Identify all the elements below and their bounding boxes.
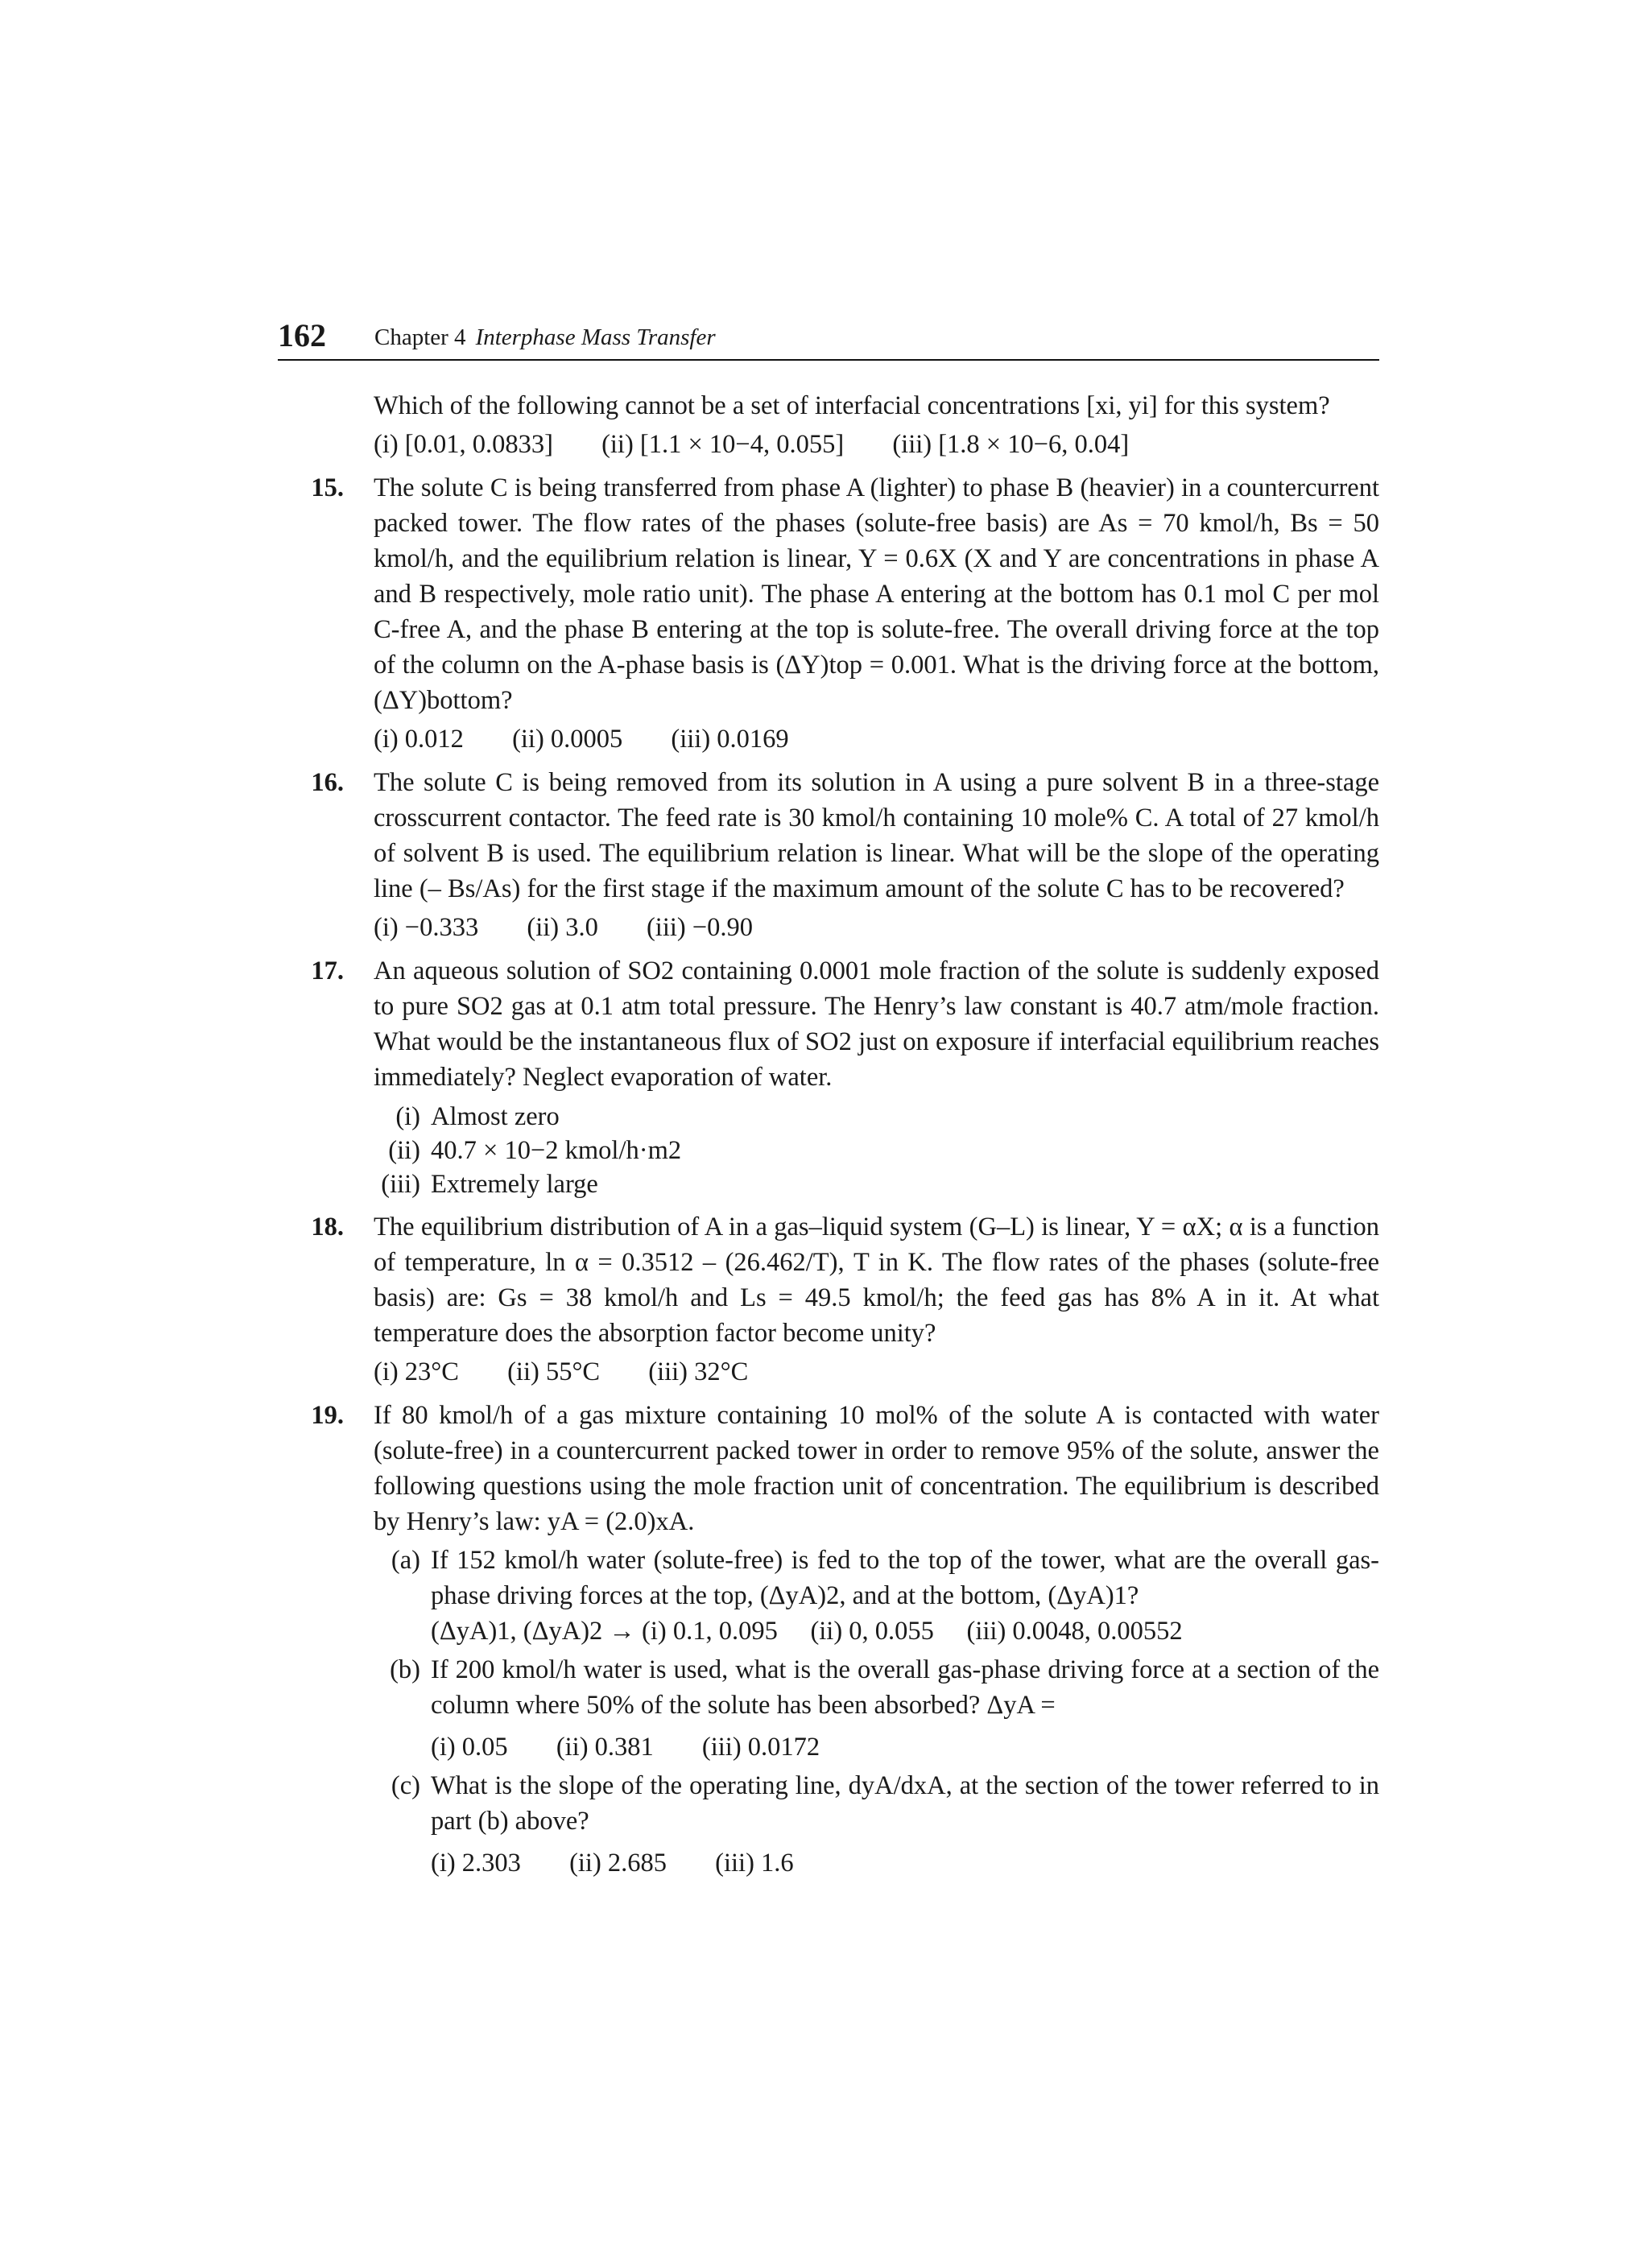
- option: (i) 23°C: [374, 1357, 459, 1386]
- chapter-label: [374, 323, 716, 352]
- answer-options: [431, 1729, 1379, 1765]
- question-text: If 80 kmol/h of a gas mixture containing 10 mol% of the solute A is contacted with water (solute-free) in a countercurrent packed tower in order to remove 95% of the solute, answer the following questions using the mole fraction unit of concentration. The equilibrium is described by Henry’s law: yA = (2.0)xA.: [374, 1401, 1379, 1536]
- question-number: 16.: [311, 768, 344, 797]
- page-number: 162: [278, 317, 326, 353]
- sub-question-b: [374, 1652, 1379, 1765]
- option-text: 40.7 × 10−2 kmol/h·m2: [431, 1136, 682, 1165]
- question-16: [278, 765, 1379, 945]
- option-label: (i): [395, 1102, 420, 1131]
- question-17: [278, 953, 1379, 1201]
- question-number: 15.: [311, 473, 344, 502]
- option-label: (ii): [388, 1136, 420, 1165]
- question-text: The equilibrium distribution of A in a gas–liquid system (G–L) is linear, Y = αX; α is a function of temperature, ln α = 0.3512 – (26.462/T), T in K. The flow rates of the phases (solute-free basis) are: Gs = 38 kmol/h and Ls = 49.5 kmol/h; the feed gas has 8% A in it. At what temperature does the absorption factor become unity?: [374, 1212, 1379, 1348]
- answer-options: [374, 1354, 1379, 1390]
- sub-question-label: (c): [391, 1771, 420, 1800]
- option: (iii) 0.0169: [671, 725, 789, 754]
- option: (ii) 55°C: [507, 1357, 601, 1386]
- option: (iii) 0.0172: [701, 1733, 820, 1762]
- answer-options: [374, 910, 1379, 945]
- answer-options: [431, 1845, 1379, 1881]
- option: (iii) 32°C: [648, 1357, 749, 1386]
- option: (i) [0.01, 0.0833]: [374, 430, 553, 459]
- question-text: The solute C is being removed from its solution in A using a pure solvent B in a three-stage crosscurrent contactor. The feed rate is 30 kmol/h containing 10 mole% C. A total of 27 kmol/h of solvent B is used. The equilibrium relation is linear. What will be the slope of the operating line (– Bs/As) for the first stage if the maximum amount of the solute C has to be recovered?: [374, 768, 1379, 903]
- sub-question-c: [374, 1768, 1379, 1881]
- question-text: The solute C is being transferred from phase A (lighter) to phase B (heavier) in a countercurrent packed tower. The flow rates of the phases (solute-free basis) are As = 70 kmol/h, Bs = 50 kmol/h, and the equilibrium relation is linear, Y = 0.6X (X and Y are concentrations in phase A and B respectively, mole ratio unit). The phase A entering at the bottom has 0.1 mol C per mol C-free A, and the phase B entering at the top is solute-free. The overall driving force at the top of the column on the A-phase basis is (ΔY)top = 0.001. What is the driving force at the bottom, (ΔY)bottom?: [374, 473, 1379, 715]
- header-rule: [278, 359, 1379, 361]
- answer-options: [374, 1100, 1379, 1201]
- option: [374, 1134, 1379, 1167]
- option: (iii) 1.6: [715, 1849, 794, 1878]
- option: [374, 1167, 1379, 1201]
- chapter-number: Chapter 4: [374, 324, 466, 350]
- question-text: An aqueous solution of SO2 containing 0.0001 mole fraction of the solute is suddenly exposed to pure SO2 gas at 0.1 atm total pressure. The Henry’s law constant is 40.7 atm/mole fraction. What would be the instantaneous flux of SO2 just on exposure if interfacial equilibrium reaches immediately? Neglect evaporation of water.: [374, 956, 1379, 1092]
- sub-question-label: (a): [391, 1546, 420, 1575]
- question-15: [278, 470, 1379, 757]
- question-number: 17.: [311, 956, 344, 985]
- page-body: [278, 388, 1379, 1881]
- question-14-continuation: [278, 388, 1379, 462]
- option: (iii) [1.8 × 10−6, 0.04]: [892, 430, 1130, 459]
- option-label: (iii): [381, 1170, 420, 1199]
- question-19: [278, 1398, 1379, 1881]
- option: (i) 2.303: [431, 1849, 521, 1878]
- option: (ii) 0.0005: [512, 725, 623, 754]
- chapter-title: Interphase Mass Transfer: [475, 324, 716, 350]
- option: (ii) 2.685: [569, 1849, 667, 1878]
- question-text: Which of the following cannot be a set of interfacial concentrations [xi, yi] for this system?: [374, 391, 1330, 420]
- option-text: Extremely large: [431, 1170, 598, 1199]
- option: (ii) [1.1 × 10−4, 0.055]: [601, 430, 845, 459]
- option: [374, 1100, 1379, 1134]
- answer-options: [374, 427, 1379, 462]
- question-18: [278, 1209, 1379, 1390]
- sub-question-text: If 152 kmol/h water (solute-free) is fed to the top of the tower, what are the overall gas-phase driving forces at the top, (ΔyA)2, and at the bottom, (ΔyA)1?: [431, 1546, 1379, 1610]
- running-head: [278, 316, 1379, 363]
- option: (i) 0.05: [431, 1733, 508, 1762]
- question-number: 18.: [311, 1212, 344, 1241]
- sub-question-a: [374, 1543, 1379, 1649]
- sub-question-text: If 200 kmol/h water is used, what is the overall gas-phase driving force at a section of the column where 50% of the solute has been absorbed? ΔyA =: [431, 1655, 1379, 1720]
- option: (ii) 0.381: [556, 1733, 654, 1762]
- answer-options: [374, 721, 1379, 757]
- option: (i) −0.333: [374, 913, 479, 942]
- sub-question-label: (b): [390, 1655, 420, 1684]
- option-text: Almost zero: [431, 1102, 560, 1131]
- option: (ii) 3.0: [527, 913, 598, 942]
- answer-line: (ΔyA)1, (ΔyA)2 → (i) 0.1, 0.095 (ii) 0, 0.055 (iii) 0.0048, 0.00552: [431, 1617, 1183, 1646]
- sub-question-text: What is the slope of the operating line, dyA/dxA, at the section of the tower referred to in part (b) above?: [431, 1771, 1379, 1836]
- question-number: 19.: [311, 1401, 344, 1430]
- option: (i) 0.012: [374, 725, 464, 754]
- option: (iii) −0.90: [646, 913, 754, 942]
